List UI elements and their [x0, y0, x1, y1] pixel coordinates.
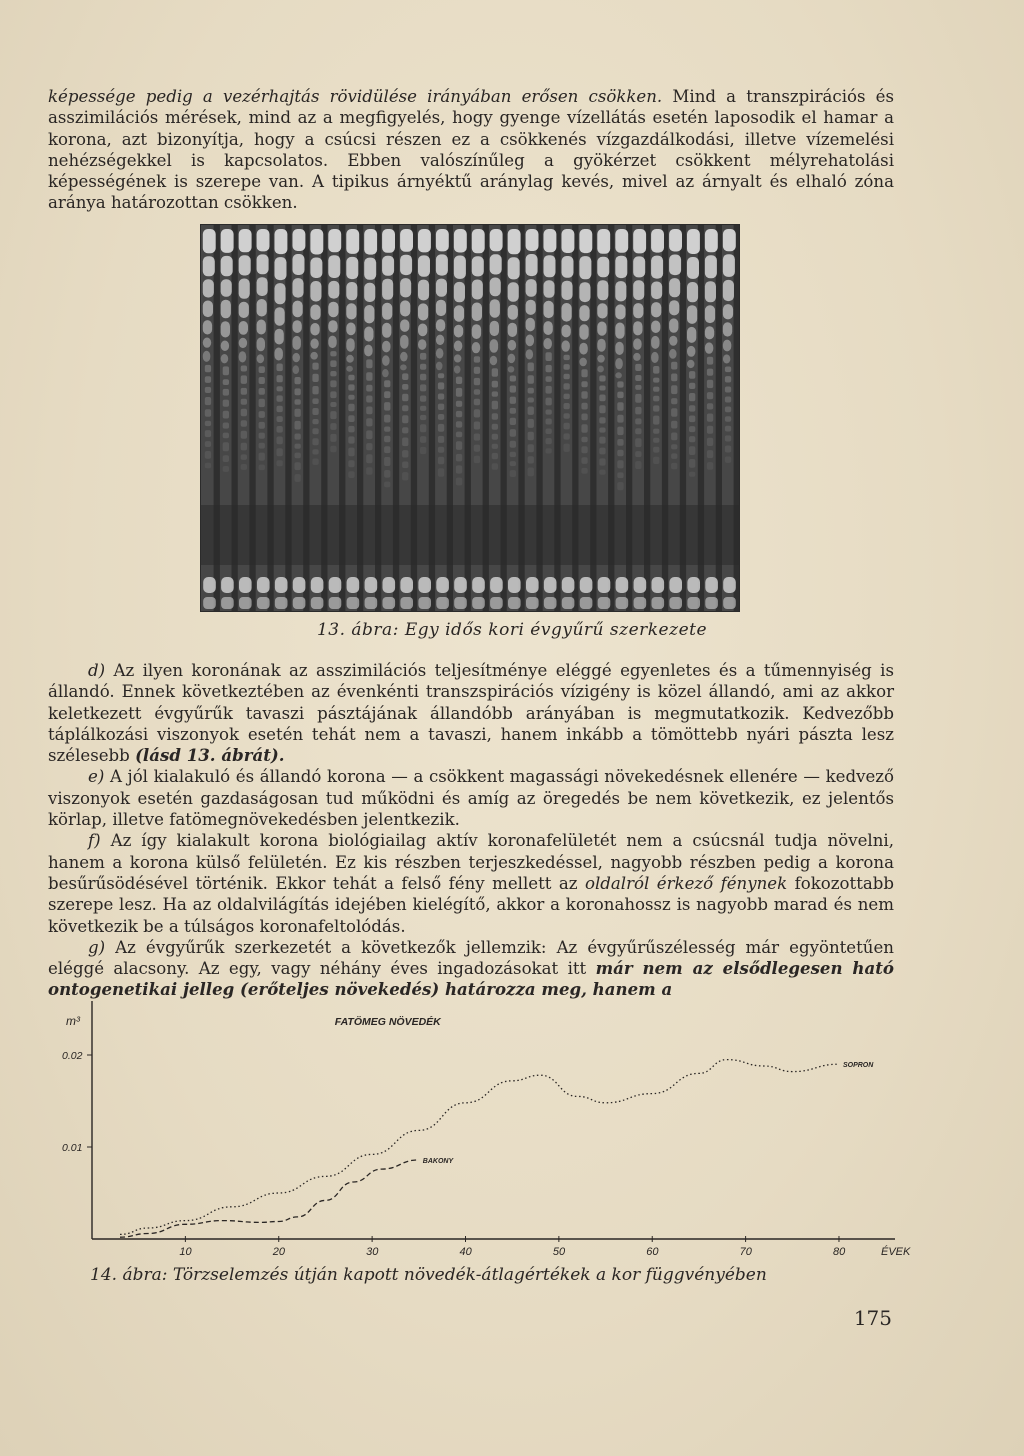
page-number: 175: [853, 1306, 892, 1330]
series-line-sopron: [120, 1060, 839, 1235]
paragraph-d: d) Az ilyen koronának az asszimilációs teljesítménye eléggé egyenletes és a tűmennyiség is állandó. Ennek következtében az évenkénti transzspirációs vízigény is közel állandó, ami az akkor keletkezett évgyűrűk tavaszi pásztájának állandóbb arányában is megmutatkozik. Kedvezőbb táplálkozási viszonyok esetén tehát nem a tavaszi, hanem inkább a tömöttebb nyári pászta lesz szélesebb (lásd 13. ábrát).: [48, 661, 894, 766]
y-axis-label: m³: [66, 1014, 80, 1028]
series-label-sopron: SOPRON: [842, 1062, 874, 1070]
x-tick-label: 20: [272, 1246, 285, 1258]
growth-chart-svg: [60, 995, 920, 1265]
y-tick-label: 0.01: [62, 1142, 83, 1154]
paragraph-g: g) Az évgyűrűk szerkezetét a következők jellemzik: Az évgyűrűszélesség már egyöntetűen eléggé alacsony. Az egy, vagy néhány éves ingadozásokat itt már nem az elsődlegesen ható ontogenetikai jelleg (erőteljes növekedés) határozza meg, hanem a: [48, 937, 894, 1000]
intro-paragraph: [48, 86, 894, 214]
x-tick-label: 50: [552, 1246, 566, 1258]
figure-13-caption: 13. ábra: Egy idős kori évgyűrű szerkezete: [316, 620, 708, 640]
x-tick-label: 40: [459, 1246, 472, 1258]
x-tick-label: 30: [366, 1246, 379, 1258]
x-tick-label: 60: [646, 1246, 659, 1258]
x-tick-label: 70: [739, 1246, 752, 1258]
x-tick-label: 80: [832, 1246, 846, 1258]
tree-ring-photo: [200, 224, 740, 612]
chart-title: FATÖMEG NÖVEDÉK: [334, 1016, 441, 1028]
paragraph-e: e) A jól kialakuló és állandó korona — a csökkent magassági növekedésnek ellenére — kedvező viszonyok esetén gazdaságosan tud működni és amíg az öregedés be nem következik, ez jelentős körlap, illetve fatömegnövekedésben jelentkezik.: [48, 767, 894, 830]
intro-italic-lead: képessége pedig a vezérhajtás rövidülése irányában erősen csökken.: [48, 87, 663, 106]
series-label-bakony: BAKONY: [422, 1157, 454, 1165]
paragraph-f: f) Az így kialakult korona biológiailag aktív koronafelületét nem a csúcsnál tudja növelni, hanem a korona külső felületén. Ez kis részben terjeszkedéssel, nagyobb részben pedig a korona besűrűsödésével történik. Ekkor tehát a felső fény mellett az oldalról érkező fénynek fokozottabb szerepe lesz. Ha az oldalvilágítás idejében kielégítő, akkor a koronahossz is nagyobb marad és nem következik be a túlságos koronafeltolódás.: [48, 831, 895, 936]
growth-chart: [60, 995, 920, 1265]
intro-text: Mind a transzpirációs és asszimilációs mérések, mind az a megfigyelés, hogy gyenge vízellátás esetén laposodik el hamar a korona, azt bizonyítja, hogy a csúcsi részen ez a csökkenés vízgazdálkodási, illetve vízemelési nehézségekkel is kapcsolatos. Ebben valószínűleg a gyökérzet csökkent mélyrehatolási képességének is szerepe van. A tipikus árnyéktű aránylag kevés, mivel az árnyalt és elhaló zóna aránya határozottan csökken.: [48, 87, 894, 213]
figure-14-caption: 14. ábra: Törzselemzés útján kapott növedék-átlagértékek a kor függvényében: [90, 1265, 767, 1285]
x-tick-label: 10: [179, 1246, 192, 1258]
y-tick-label: 0.02: [62, 1050, 83, 1062]
body-paragraphs: [48, 660, 894, 1001]
x-axis-label: ÉVEK: [880, 1246, 911, 1258]
